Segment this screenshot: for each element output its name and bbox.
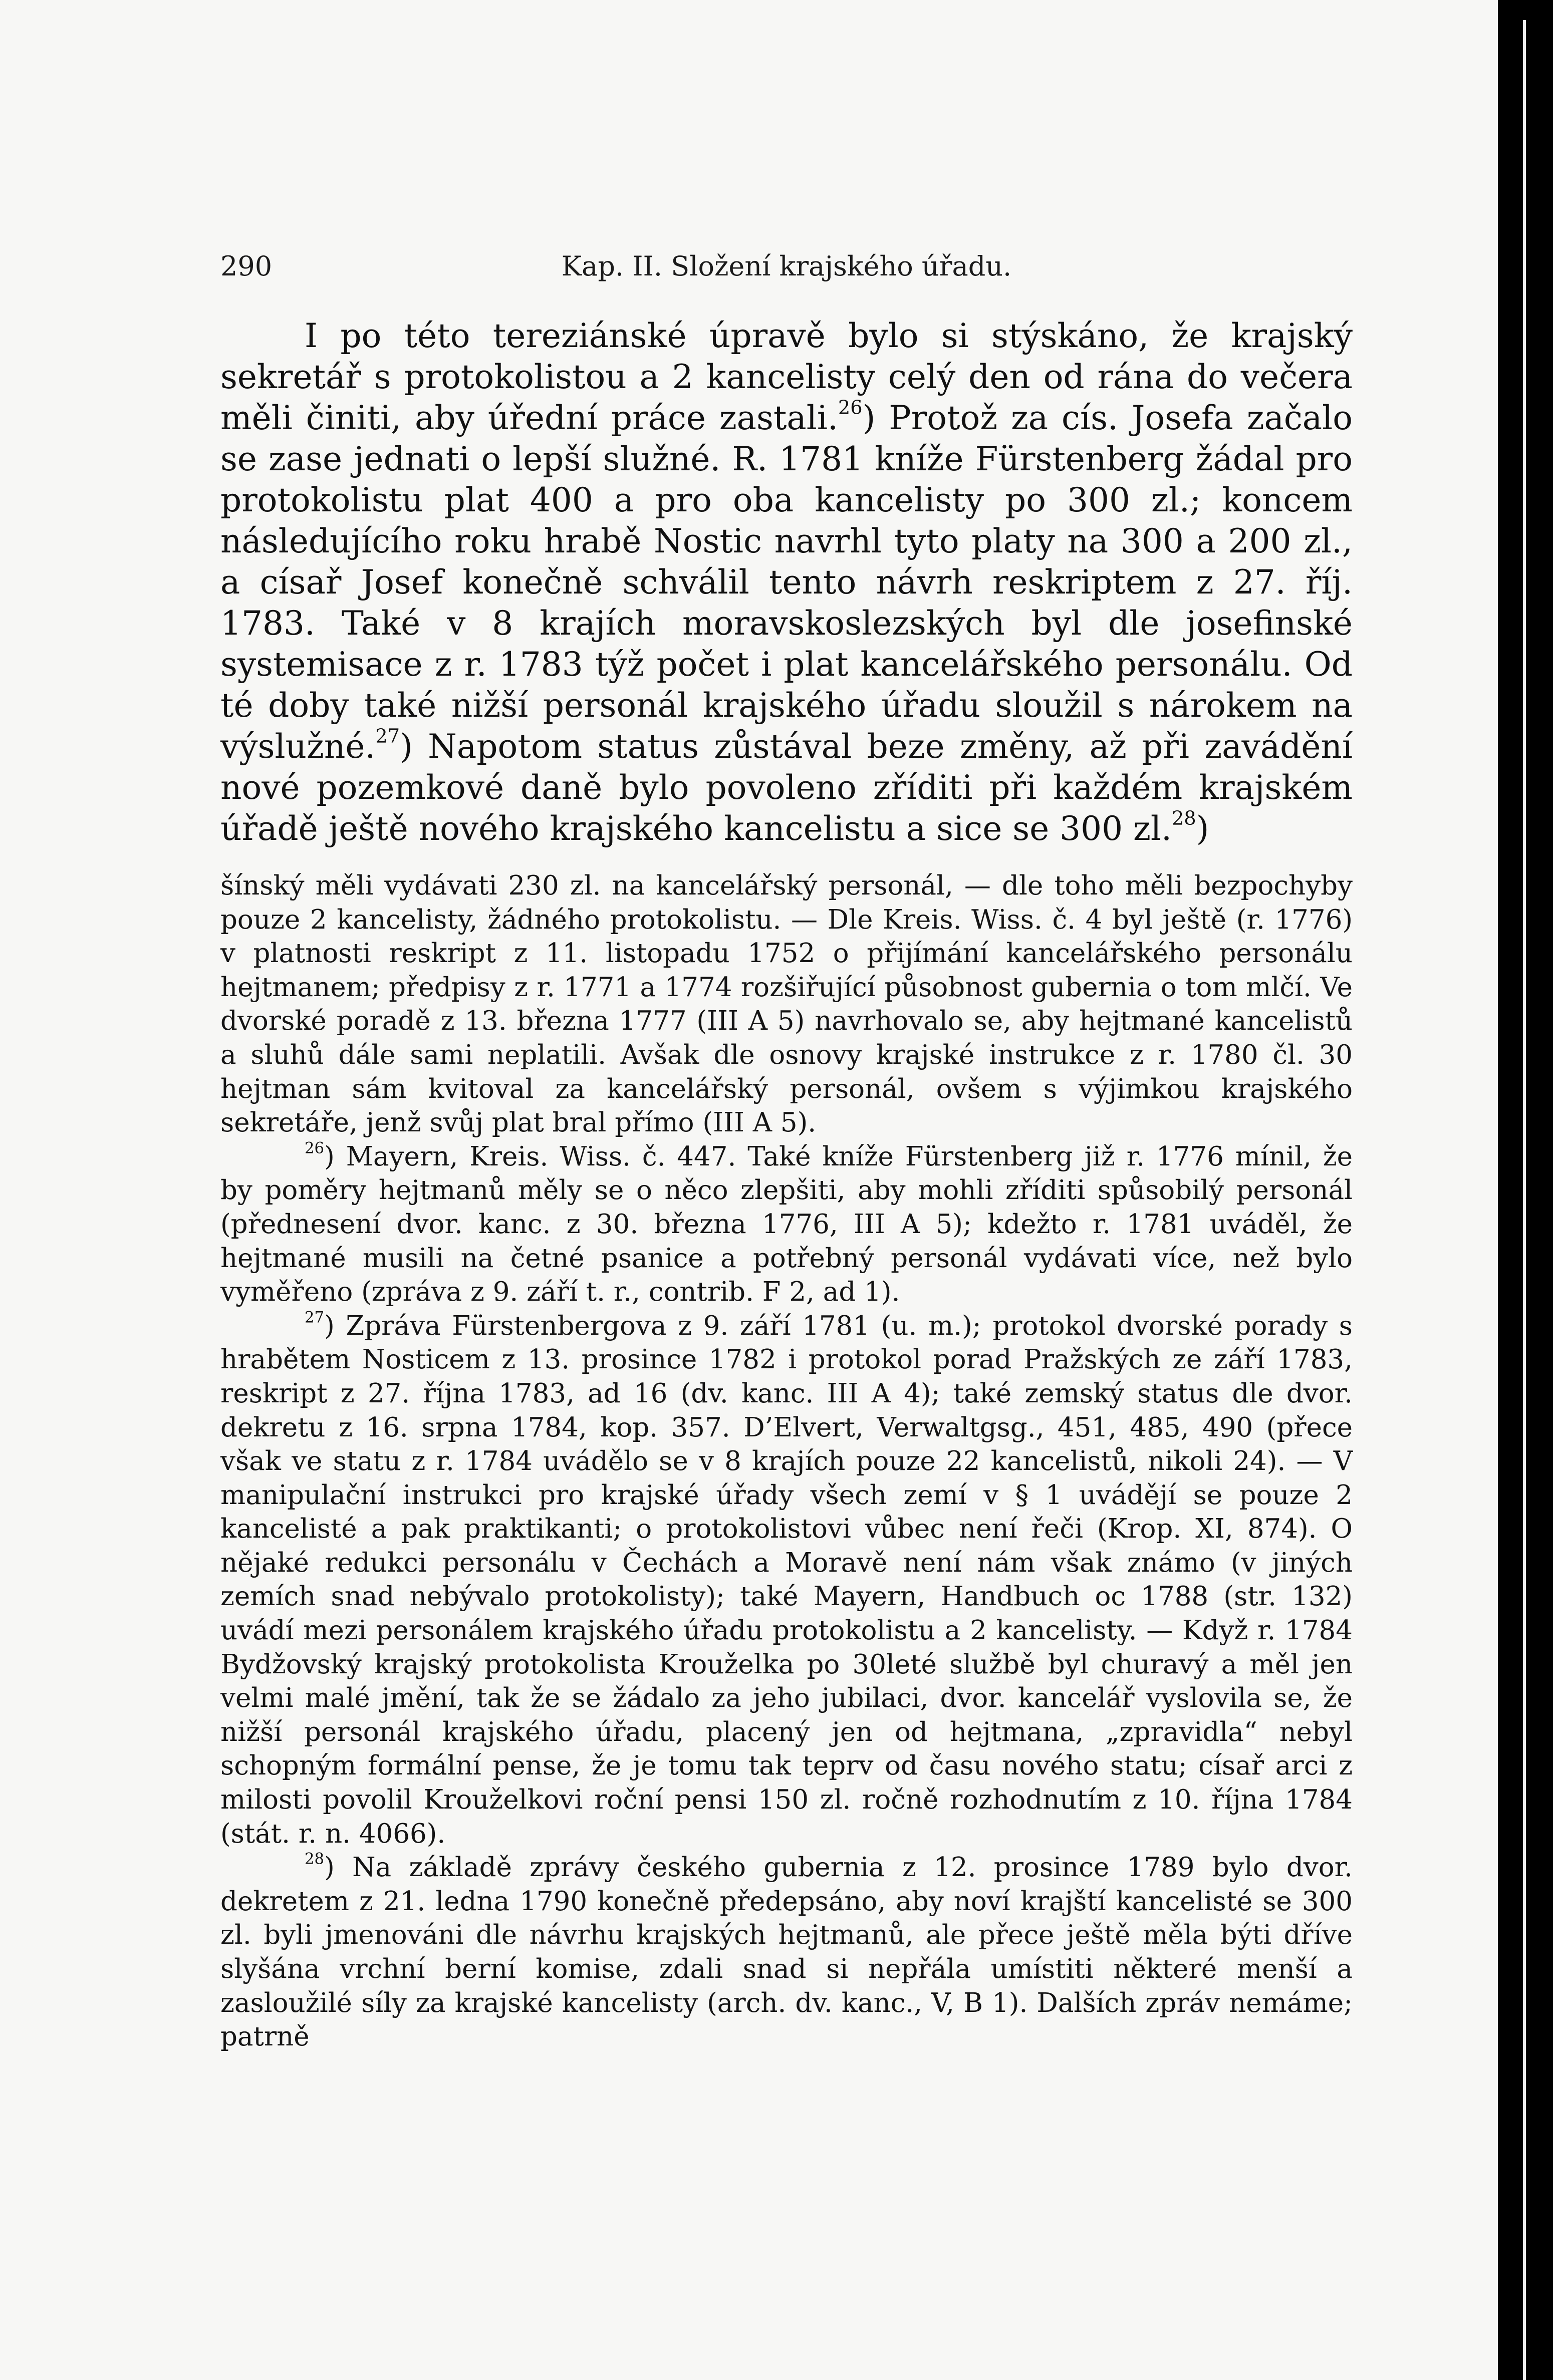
footnote-continuation xyxy=(220,869,1353,1140)
footnote-label: 26 xyxy=(305,1139,325,1157)
footnote-text: šínský měli vydávati 230 zl. na kancelářský personál, — dle toho měli bezpochyby pouze 2 kancelisty, žádného protokolistu. — Dle Kreis. Wiss. č. 4 byl ještě (r. 1776) v platnosti reskript z 11. listopadu 1752 o přijímání kancelářského personálu hejtmanem; předpisy z r. 1771 a 1774 rozšiřující působnost gubernia o tom mlčí. Ve dvorské poradě z 13. března 1777 (III A 5) navrhovalo se, aby hejtmané kancelistů a sluhů dále sami neplatili. Avšak dle osnovy krajské instrukce z r. 1780 čl. 30 hejtman sám kvitoval za kancelářský personál, ovšem s výjimkou krajského sekretáře, jenž svůj plat bral přímo (III A 5). xyxy=(220,870,1353,1138)
footnote-text: ) Zpráva Fürstenbergova z 9. září 1781 (u. m.); protokol dvorské porady s hrabětem Nosticem z 13. prosince 1782 i protokol porad Pražských ze září 1783, reskript z 27. října 1783, ad 16 (dv. kanc. III A 4); také zemský status dle dvor. dekretu z 16. srpna 1784, kop. 357. D’Elvert, Verwaltgsg., 451, 485, 490 (přece však ve statu z r. 1784 uvádělo se v 8 krajích pouze 22 kancelistů, nikoli 24). — V manipulační instrukci pro krajské úřady všech zemí v § 1 uvádějí se pouze 2 kancelisté a pak praktikanti; o protokolistovi vůbec není řeči (Krop. XI, 874). O nějaké redukci personálu v Čechách a Moravě není nám však známo (v jiných zemích snad nebývalo protokolisty); také Mayern, Handbuch oc 1788 (str. 132) uvádí mezi personálem krajského úřadu protokolistu a 2 kancelisty. — Když r. 1784 Bydžovský krajský protokolista Krouželka po 30leté službě byl churavý a měl jen velmi malé jmění, tak že se žádalo za jeho jubilaci, dvor. kancelář vyslovila se, že nižší personál krajského úřadu, placený jen od hejtmana, „zpravidla“ nebyl schopným formální pense, že je tomu tak teprv od času nového statu; císař arci z milosti povolil Krouželkovi roční pensi 150 zl. ročně rozhodnutím z 10. října 1784 (stát. r. n. 4066). xyxy=(220,1310,1353,1849)
body-text-part: ) Protož za cís. Josefa začalo se zase jednati o lepší služné. R. 1781 kníže Fürstenberg žádal pro protokolistu plat 400 a pro oba kancelisty po 300 zl.; koncem následujícího roku hrabě Nostic navrhl tyto platy na 300 a 200 zl., a císař Josef konečně schválil tento návrh reskriptem z 27. říj. 1783. Také v 8 krajích moravskoslezských byl dle josefinské systemisace z r. 1783 týž počet i plat kancelářského personálu. Od té doby také nižší personál krajského úřadu sloužil s nárokem na výslužné. xyxy=(220,399,1353,766)
footnote-27 xyxy=(220,1309,1353,1851)
page-number: 290 xyxy=(220,250,273,282)
footnote-text: ) Na základě zprávy českého gubernia z 12. prosince 1789 bylo dvor. dekretem z 21. ledna 1790 konečně předepsáno, aby noví krajští kancelisté se 300 zl. byli jmenováni dle návrhu krajských hejtmanů, ale přece ještě měla býti dříve slyšána vrchní berní komise, zdali snad si nepřála umístiti některé menší a zasloužilé síly za krajské kancelisty (arch. dv. kanc., V, B 1). Dalších zpráv nemáme; patrně xyxy=(220,1852,1353,2052)
footnotes xyxy=(220,869,1353,2054)
running-title: Kap. II. Složení krajského úřadu. xyxy=(561,250,1012,282)
scan-edge-line xyxy=(1523,20,1526,2380)
body-text-part: ) xyxy=(1196,809,1209,848)
footnote-28 xyxy=(220,1851,1353,2054)
footnote-label: 28 xyxy=(305,1850,325,1868)
page-header xyxy=(220,250,1353,295)
main-text xyxy=(220,316,1353,849)
footnote-text: ) Mayern, Kreis. Wiss. č. 447. Také kníže Fürstenberg již r. 1776 mínil, že by poměry hejtmanů měly se o něco zlepšiti, aby mohli zříditi spůsobilý personál (přednesení dvor. kanc. z 30. března 1776, III A 5); kdežto r. 1781 uváděl, že hejtmané musili na četné psanice a potřebný personál vydávati více, než bylo vyměřeno (zpráva z 9. září t. r., contrib. F 2, ad 1). xyxy=(220,1141,1353,1308)
body-paragraph xyxy=(220,316,1353,849)
footnote-26 xyxy=(220,1140,1353,1309)
footnote-ref-26: 26 xyxy=(838,396,863,419)
body-text-part: I po této tereziánské úpravě bylo si stýskáno, že krajský sekretář s protokolistou a 2 kancelisty celý den od rána do večera měli činiti, aby úřední práce zastali. xyxy=(220,317,1353,437)
footnote-label: 27 xyxy=(305,1308,325,1327)
footnote-ref-28: 28 xyxy=(1171,807,1196,830)
body-text-part: ) Napotom status zůstával beze změny, až při zavádění nové pozemkové daně bylo povoleno zříditi při každém krajském úřadě ještě nového krajského kancelistu a sice se 300 zl. xyxy=(220,727,1353,848)
footnote-ref-27: 27 xyxy=(375,725,400,748)
